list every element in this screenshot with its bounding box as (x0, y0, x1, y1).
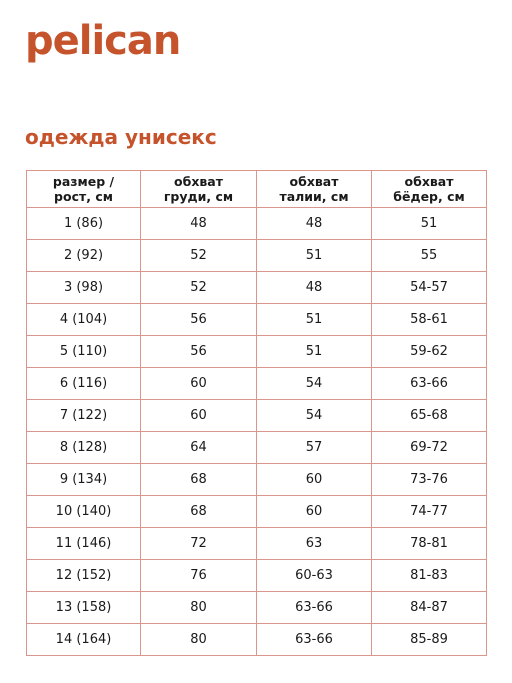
table-row (27, 368, 487, 400)
header-chest-line1: обхват (174, 174, 223, 189)
cell-chest: 56 (141, 336, 257, 368)
cell-size: 5 (110) (27, 336, 141, 368)
cell-waist: 60 (257, 496, 372, 528)
cell-waist: 63-66 (257, 624, 372, 656)
cell-hips: 69-72 (372, 432, 487, 464)
cell-hips: 85-89 (372, 624, 487, 656)
header-chest (141, 171, 257, 208)
cell-chest: 68 (141, 464, 257, 496)
cell-waist: 57 (257, 432, 372, 464)
cell-chest: 48 (141, 208, 257, 240)
cell-size: 1 (86) (27, 208, 141, 240)
header-size-height (27, 171, 141, 208)
cell-hips: 59-62 (372, 336, 487, 368)
header-waist-line2: талии, см (279, 189, 349, 204)
cell-waist: 60 (257, 464, 372, 496)
section-title: одежда унисекс (25, 125, 217, 149)
header-hips-line1: обхват (404, 174, 454, 189)
cell-size: 9 (134) (27, 464, 141, 496)
table-row (27, 304, 487, 336)
cell-size: 3 (98) (27, 272, 141, 304)
cell-waist: 51 (257, 304, 372, 336)
cell-chest: 80 (141, 624, 257, 656)
cell-size: 14 (164) (27, 624, 141, 656)
header-hips (372, 171, 487, 208)
cell-chest: 60 (141, 368, 257, 400)
brand-logo: pelican (25, 18, 181, 64)
cell-chest: 52 (141, 272, 257, 304)
header-waist-line1: обхват (289, 174, 339, 189)
cell-hips: 65-68 (372, 400, 487, 432)
table-row (27, 400, 487, 432)
table-row (27, 464, 487, 496)
cell-chest: 72 (141, 528, 257, 560)
cell-hips: 55 (372, 240, 487, 272)
table-row (27, 560, 487, 592)
cell-hips: 81-83 (372, 560, 487, 592)
cell-waist: 60-63 (257, 560, 372, 592)
cell-hips: 78-81 (372, 528, 487, 560)
cell-chest: 76 (141, 560, 257, 592)
cell-size: 13 (158) (27, 592, 141, 624)
cell-size: 7 (122) (27, 400, 141, 432)
cell-waist: 48 (257, 208, 372, 240)
cell-waist: 51 (257, 240, 372, 272)
table-row (27, 336, 487, 368)
cell-chest: 60 (141, 400, 257, 432)
table-row (27, 592, 487, 624)
table-row (27, 272, 487, 304)
table-row (27, 528, 487, 560)
header-waist (257, 171, 372, 208)
table-row (27, 432, 487, 464)
table-row (27, 208, 487, 240)
header-size-height-line1: размер / (52, 174, 115, 189)
cell-waist: 54 (257, 400, 372, 432)
cell-hips: 63-66 (372, 368, 487, 400)
cell-waist: 48 (257, 272, 372, 304)
table-body (27, 208, 487, 656)
cell-size: 8 (128) (27, 432, 141, 464)
cell-waist: 63 (257, 528, 372, 560)
cell-chest: 52 (141, 240, 257, 272)
size-chart-table (26, 170, 487, 656)
cell-waist: 63-66 (257, 592, 372, 624)
cell-size: 11 (146) (27, 528, 141, 560)
cell-hips: 51 (372, 208, 487, 240)
table-row (27, 240, 487, 272)
table-row (27, 496, 487, 528)
cell-chest: 56 (141, 304, 257, 336)
table-header-row (27, 171, 487, 208)
header-size-height-line2: рост, см (54, 189, 113, 204)
cell-hips: 54-57 (372, 272, 487, 304)
cell-size: 4 (104) (27, 304, 141, 336)
cell-chest: 80 (141, 592, 257, 624)
cell-size: 6 (116) (27, 368, 141, 400)
header-hips-line2: бёдер, см (393, 189, 465, 204)
cell-chest: 64 (141, 432, 257, 464)
cell-hips: 74-77 (372, 496, 487, 528)
cell-size: 2 (92) (27, 240, 141, 272)
cell-waist: 51 (257, 336, 372, 368)
cell-waist: 54 (257, 368, 372, 400)
cell-chest: 68 (141, 496, 257, 528)
cell-hips: 73-76 (372, 464, 487, 496)
table-row (27, 624, 487, 656)
cell-size: 10 (140) (27, 496, 141, 528)
cell-hips: 58-61 (372, 304, 487, 336)
cell-size: 12 (152) (27, 560, 141, 592)
cell-hips: 84-87 (372, 592, 487, 624)
header-chest-line2: груди, см (163, 189, 234, 204)
